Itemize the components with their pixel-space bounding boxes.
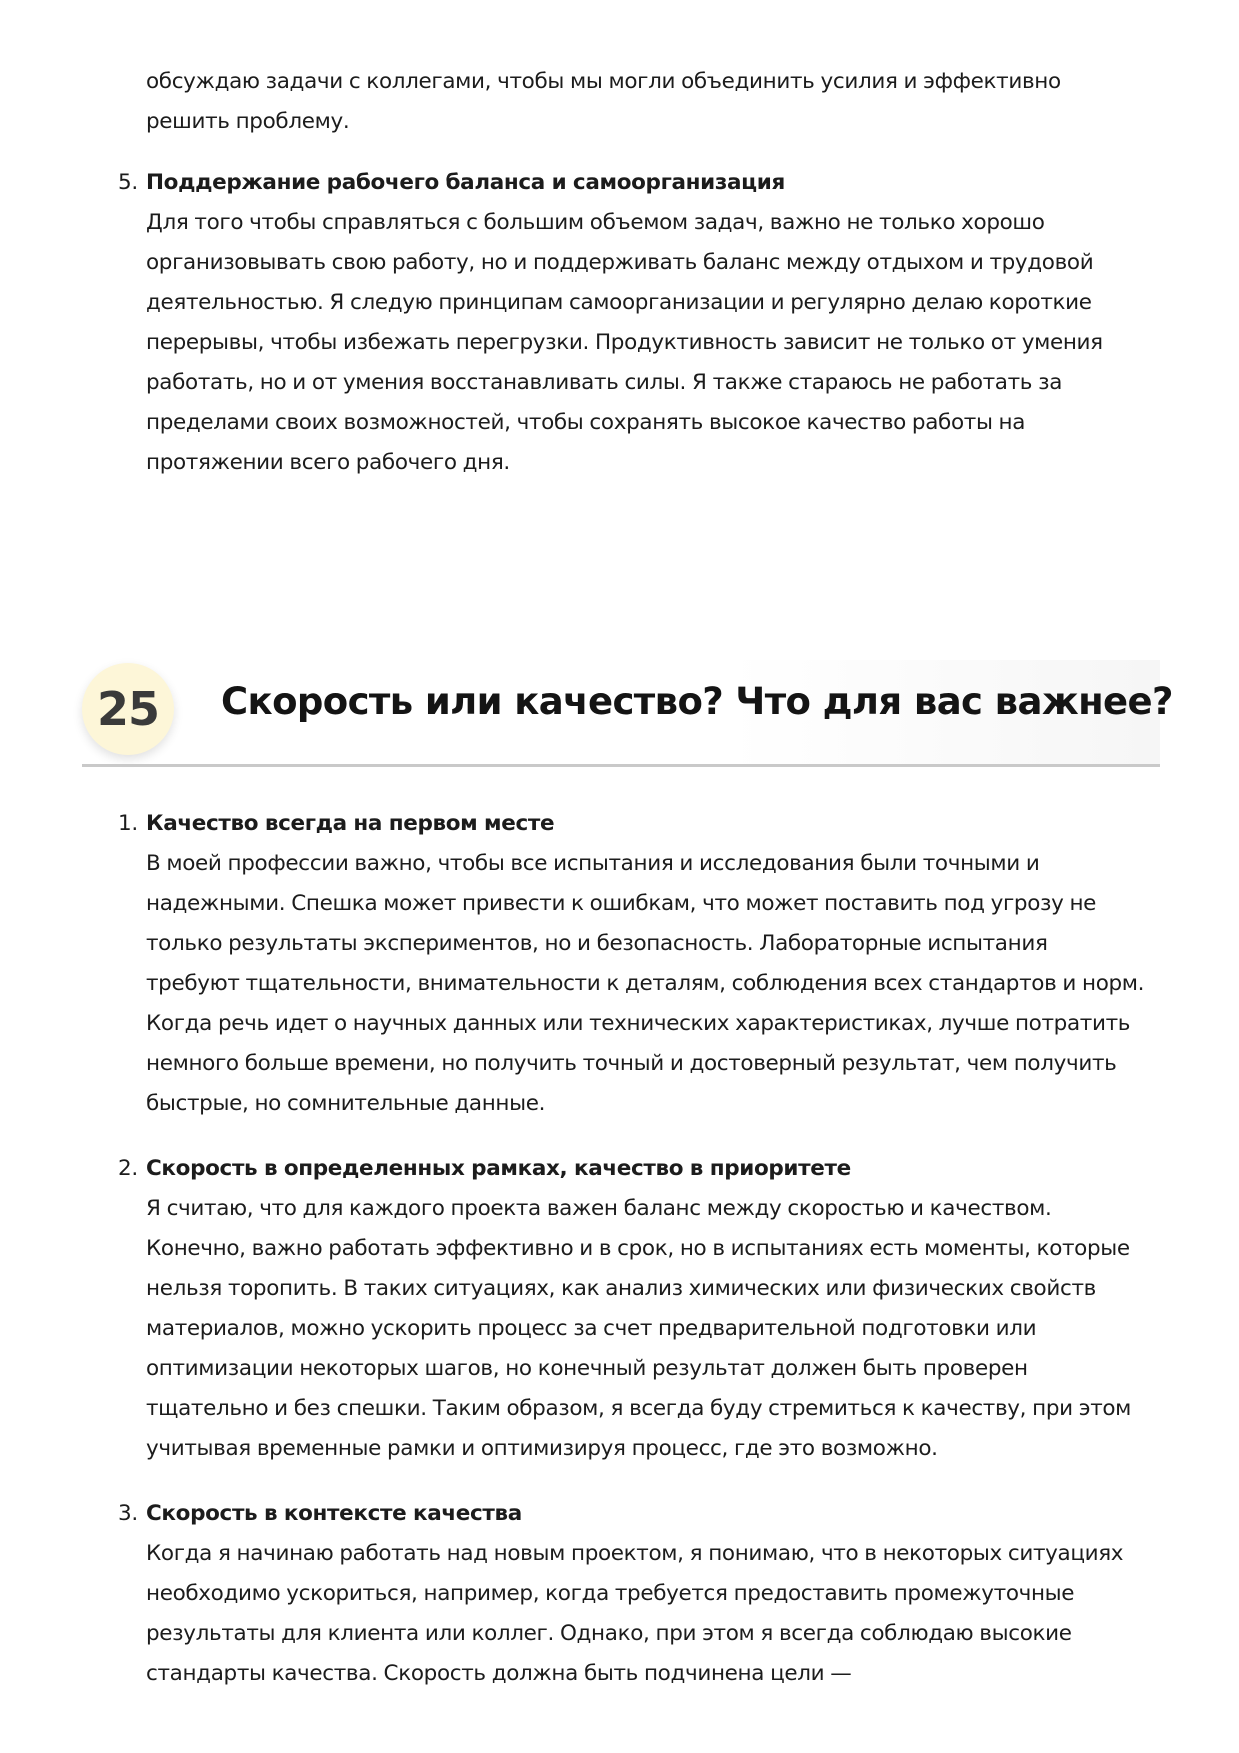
list-item-number: 5.	[118, 170, 138, 195]
continuation-paragraph: обсуждаю задачи с коллегами, чтобы мы могли объединить усилия и эффективно решить проблему.	[146, 69, 1061, 134]
section-header	[82, 658, 1173, 768]
list-item-number: 1.	[118, 811, 138, 836]
list-item-heading	[118, 1494, 1146, 1534]
list-item-title: Качество всегда на первом месте	[146, 811, 555, 836]
list-item-body: Когда я начинаю работать над новым проектом, я понимаю, что в некоторых ситуациях необходимо ускориться, например, когда требуется предоставить промежуточные результаты для клиента или коллег. Однако, при этом я всегда соблюдаю высокие стандарты качества. Скорость должна быть подчинена цели —	[146, 1541, 1124, 1686]
list-item	[118, 1494, 1146, 1694]
list-item	[118, 1149, 1146, 1469]
list-item-heading	[118, 163, 1146, 203]
list-item-number: 3.	[118, 1501, 138, 1526]
list-item-body: Я считаю, что для каждого проекта важен баланс между скоростью и качеством. Конечно, важно работать эффективно и в срок, но в испытаниях есть моменты, которые нельзя торопить. В таких ситуациях, как анализ химических или физических свойств материалов, можно ускорить процесс за счет предварительной подготовки или оптимизации некоторых шагов, но конечный результат должен быть проверен тщательно и без спешки. Таким образом, я всегда буду стремиться к качеству, при этом учитывая временные рамки и оптимизируя процесс, где это возможно.	[146, 1196, 1132, 1461]
list-item-title: Скорость в определенных рамках, качество в приоритете	[146, 1156, 851, 1181]
list-item-number: 2.	[118, 1156, 138, 1181]
section-divider	[82, 764, 1160, 767]
list-item-body: В моей профессии важно, чтобы все испытания и исследования были точными и надежными. Спешка может привести к ошибкам, что может поставить под угрозу не только результаты экспериментов, но и безопасность. Лабораторные испытания требуют тщательности, внимательности к деталям, соблюдения всех стандартов и норм. Когда речь идет о научных данных или технических характеристиках, лучше потратить немного больше времени, но получить точный и достоверный результат, чем получить быстрые, но сомнительные данные.	[146, 851, 1145, 1116]
list-item-title: Скорость в контексте качества	[146, 1501, 522, 1526]
list-item	[118, 804, 1146, 1124]
list-item-heading	[118, 804, 1146, 844]
list-item-title: Поддержание рабочего баланса и самоорганизация	[146, 170, 785, 195]
list-item-previous	[118, 163, 1146, 483]
list-item-heading	[118, 1149, 1146, 1189]
section-title: Скорость или качество? Что для вас важнее?	[221, 680, 1173, 723]
section-number-badge: 25	[82, 663, 174, 755]
list-item-body: Для того чтобы справляться с большим объемом задач, важно не только хорошо организовывать свою работу, но и поддерживать баланс между отдыхом и трудовой деятельностью. Я следую принципам самоорганизации и регулярно делаю короткие перерывы, чтобы избежать перегрузки. Продуктивность зависит не только от умения работать, но и от умения восстанавливать силы. Я также стараюсь не работать за пределами своих возможностей, чтобы сохранять высокое качество работы на протяжении всего рабочего дня.	[146, 210, 1103, 475]
